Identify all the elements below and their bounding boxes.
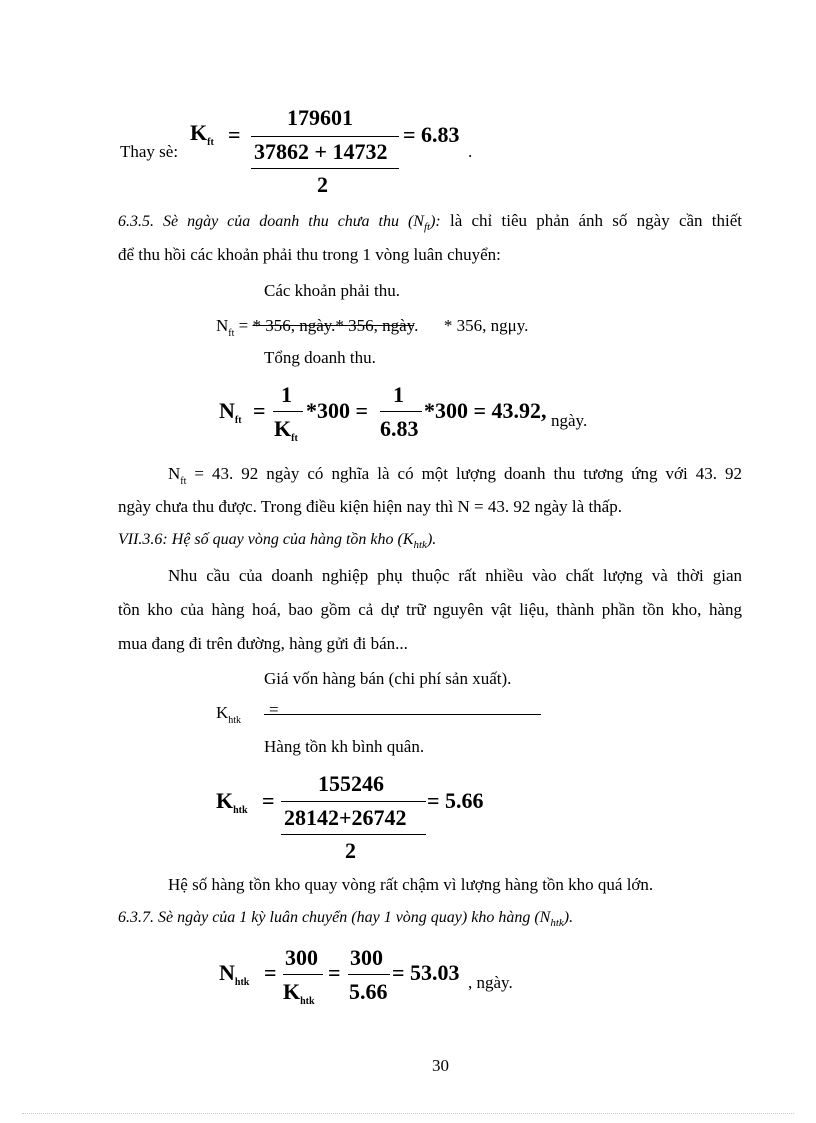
page-bottom-border	[22, 1113, 794, 1114]
fraction-bar	[281, 801, 426, 802]
formula-result: = 53.03	[392, 960, 460, 985]
fraction-bar	[283, 974, 323, 975]
paragraph-line: mua đang đi trên đường, hàng gửi đi bán...	[118, 634, 408, 653]
divisor: 2	[345, 838, 356, 863]
formula-lhs: $N_{ft}$	[219, 398, 242, 426]
divisor: 2	[317, 172, 328, 197]
paragraph: $N_{ft} = 43$. 92 ngày có nghĩa là có một lượng doanh thu tương ứng với 43. 92	[168, 464, 742, 487]
section-heading-637: 6.3.7. Sè ngày của 1 kỳ luân chuyển (hay 1 vòng quay) kho hàng $(N_{htk})$.	[118, 909, 574, 929]
fraction-bar	[281, 834, 426, 835]
fraction-denominator-text: Tổng doanh thu.	[264, 348, 376, 367]
paragraph-line: Hệ số hàng tồn kho quay vòng rất chậm vì lượng hàng tồn kho quá lớn.	[168, 875, 654, 894]
fraction-bar	[264, 714, 541, 715]
paragraph-line: tồn kho của hàng hoá, bao gồm cả dự trữ nguyên vật liệu, thành phần tồn kho, hàng	[118, 600, 742, 619]
intro-text: Thay sè:	[120, 142, 179, 161]
fraction-bar	[380, 411, 422, 412]
section-heading-635: 6.3.5. Sè ngày của doanh thu chưa thu $(N_{ft})$: là chỉ tiêu phản ánh số ngày cần thiết	[118, 211, 742, 233]
page-number: 30	[432, 1056, 449, 1075]
fraction-numerator-text: Các khoản phải thu.	[264, 281, 400, 300]
denominator: 37862 + 14732	[254, 139, 388, 164]
fraction-bar	[251, 168, 399, 169]
khtk-label: $K_{htk}$	[216, 703, 242, 726]
fraction-bar	[348, 974, 390, 975]
formula-lhs: $K_{ft}$	[190, 120, 214, 148]
fraction-bar	[273, 411, 303, 412]
formula-result: = 5.66	[427, 788, 484, 813]
fraction-bar	[251, 136, 399, 137]
paragraph-line: ngày chưa thu được. Trong điều kiện hiện nay thì N = 43. 92 ngày là thấp.	[118, 497, 622, 516]
fraction-numerator-text: Giá vốn hàng bán (chi phí sản xuất).	[264, 669, 512, 688]
section-text: để thu hồi các khoản phải thu trong 1 vòng luân chuyển:	[118, 245, 501, 264]
formula-result: = 6.83	[403, 122, 460, 147]
formula-lhs: $K_{htk}$	[216, 788, 248, 816]
section-heading-736: VII.3.6: Hệ số quay vòng của hàng tồn kho $(K_{htk})$.	[118, 531, 437, 551]
denominator: 28142+26742	[284, 805, 407, 830]
numerator: 179601	[287, 105, 353, 130]
fraction-denominator-text: Hàng tồn kh bình quân.	[264, 737, 425, 756]
paragraph: Nhu cầu của doanh nghiệp phụ thuộc rất nhiều vào chất lượng và thời gian	[168, 566, 742, 585]
formula-result: *300 = 43.92,	[424, 398, 547, 423]
numerator: 155246	[318, 771, 384, 796]
nft-formula-text: $N_{ft}$ = * 356, ngày.* 356, ngày. * 356, ngμy.	[216, 316, 529, 339]
formula-lhs: $N_{htk}$	[219, 960, 250, 988]
